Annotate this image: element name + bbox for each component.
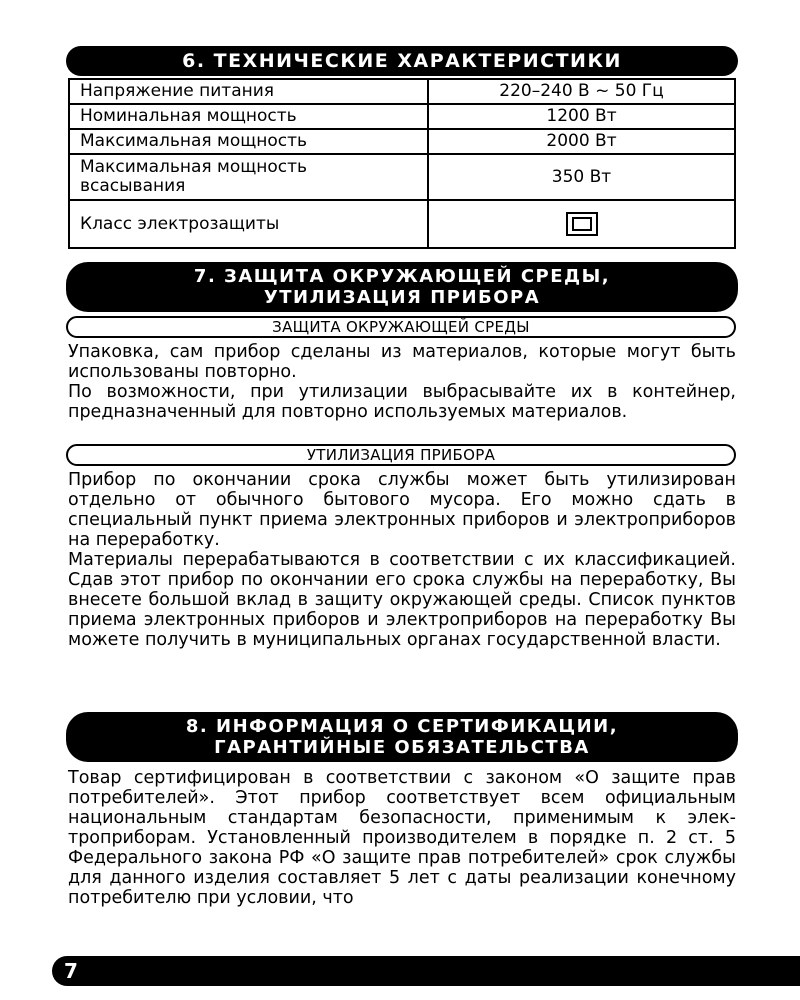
section-7-title-line1: 7. ЗАЩИТА ОКРУЖАЮЩЕЙ СРЕДЫ,: [193, 266, 611, 287]
spec-param: Максимальная мощность всасывания: [69, 154, 428, 200]
section-6-header: [66, 46, 738, 76]
env-protection-text: [68, 342, 736, 422]
env-paragraph-2: По возможности, при утилизации выбрасывайте их в контейнер, предназначенный для повторно используемых материалов.: [68, 382, 736, 422]
spec-value: 350 Вт: [428, 154, 735, 200]
disposal-text: [68, 470, 736, 650]
section-8-header: [66, 712, 738, 762]
spec-param: Класс электрозащиты: [69, 200, 428, 248]
table-row: [69, 154, 735, 200]
class-ii-double-square-icon: [566, 212, 598, 236]
specs-table: [68, 78, 736, 249]
certification-text: Товар сертифицирован в соответствии с законом «О защите прав потребителей». Этот прибор соответствует всем официальным национальным стандартам безопасности, применимым к электроприборам. Установленный производителем в порядке п. 2 ст. 5 Федерального закона РФ «О защите прав потребителей» срок службы для данного изделия составляет 5 лет с даты реализации конечному потребителю при условии, что: [68, 768, 736, 908]
spec-param: Номинальная мощность: [69, 104, 428, 129]
table-row: [69, 104, 735, 129]
table-row: [69, 200, 735, 248]
page-number: 7: [64, 959, 78, 983]
spec-param: Максимальная мощность: [69, 129, 428, 154]
section-6-title: 6. ТЕХНИЧЕСКИЕ ХАРАКТЕРИСТИКИ: [182, 50, 622, 72]
section-7-header: [66, 262, 738, 312]
section-7-title-line2: УТИЛИЗАЦИЯ ПРИБОРА: [263, 287, 541, 308]
disposal-paragraph-2: Материалы перерабатываются в соответствии с их классификацией. Сдав этот прибор по окончании его срока службы на переработку, Вы внесете большой вклад в защиту окружающей среды. Список пунктов приема электронных приборов и электроприборов на переработку Вы можете получить в муниципальных органах государственной власти.: [68, 550, 736, 650]
table-row: [69, 129, 735, 154]
spec-value: [428, 200, 735, 248]
spec-value: 1200 Вт: [428, 104, 735, 129]
env-paragraph-1: Упаковка, сам прибор сделаны из материалов, которые могут быть использованы повторно.: [68, 342, 736, 382]
spec-value: 220–240 В ~ 50 Гц: [428, 79, 735, 104]
section-8-title-line2: ГАРАНТИЙНЫЕ ОБЯЗАТЕЛЬСТВА: [214, 737, 590, 758]
disposal-paragraph-1: Прибор по окончании срока службы может быть утилизирован отдельно от обычного бытового мусора. Его можно сдать в специальный пункт приема электронных приборов и электроприборов на переработку.: [68, 470, 736, 550]
table-row: [69, 79, 735, 104]
spec-value: 2000 Вт: [428, 129, 735, 154]
section-8-title-line1: 8. ИНФОРМАЦИЯ О СЕРТИФИКАЦИИ,: [185, 716, 619, 737]
spec-param: Напряжение питания: [69, 79, 428, 104]
footer-bar: [52, 956, 800, 986]
disposal-subheader: УТИЛИЗАЦИЯ ПРИБОРА: [66, 444, 736, 466]
env-protection-subheader: ЗАЩИТА ОКРУЖАЮЩЕЙ СРЕДЫ: [66, 316, 736, 338]
